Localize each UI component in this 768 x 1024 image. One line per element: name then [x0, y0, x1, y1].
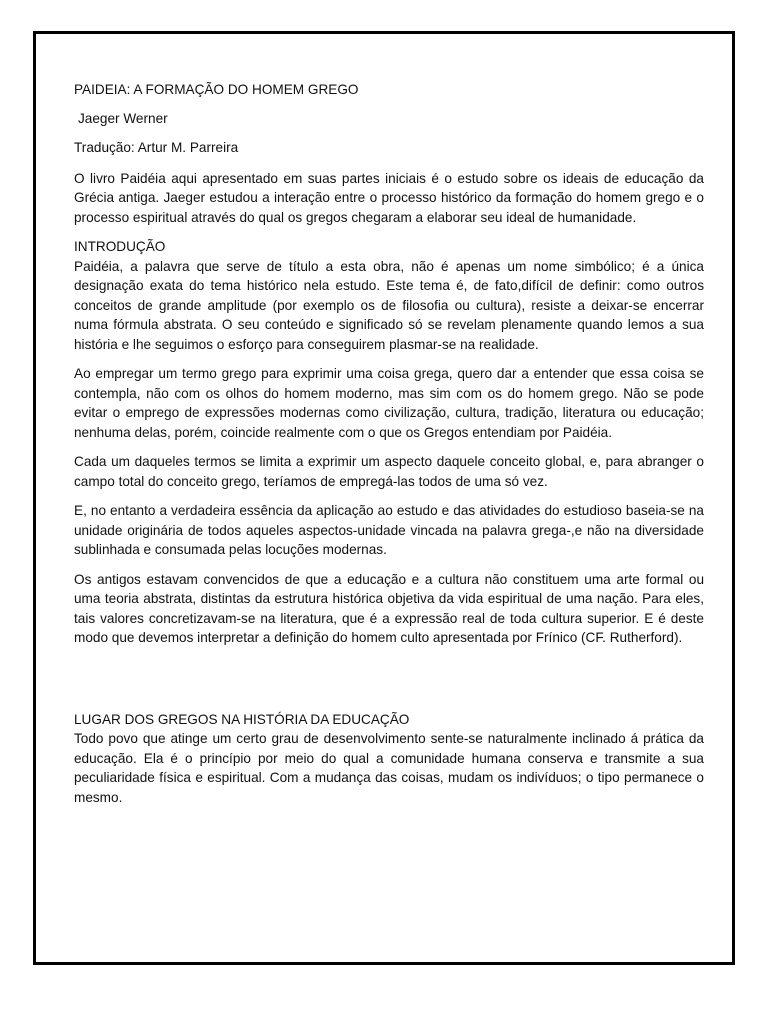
paragraph: Paidéia, a palavra que serve de título a esta obra, não é apenas um nome simbólico; é a única designação exata do tema histórico nela estudo. Este tema é, de fato,difícil de definir: como outros conceitos de grande amplitude (por exemplo os de filosofia ou cultura), resiste a deixar-se encerrar numa fórmula abstrata. O seu conteúdo e significado só se revelam plenamente quando lemos a sua história e lhe seguimos o esforço para conseguirem plasmar-se na realidade. [74, 258, 704, 352]
paragraph: Os antigos estavam convencidos de que a educação e a cultura não constituem uma arte formal ou uma teoria abstrata, distintas da estrutura histórica objetiva da vida espiritual de uma nação. Para eles, tais valores concretizavam-se na literatura, que é a expressão real de toda cultura superior. E é deste modo que devemos interpretar a definição do homem culto apresentada por Frínico (CF. Rutherford). [74, 571, 704, 645]
paragraph: E, no entanto a verdadeira essência da aplicação ao estudo e das atividades do estudioso baseia-se na unidade originária de todos aqueles aspectos-unidade vincada na palavra grega-,e não na diversidade sublinhada e consumada pelas locuções modernas. [74, 503, 704, 557]
paragraph: Todo povo que atinge um certo grau de desenvolvimento sente-se naturalmente inclinado á prática da educação. Ela é o princípio por meio do qual a comunidade humana conserva e transmite a sua peculiaridade física e espiritual. Com a mudança das coisas, mudam os indivíduos; o tipo permanece o mesmo. [74, 731, 704, 805]
section-heading: INTRODUÇÃO [74, 239, 166, 254]
section-lugar-dos-gregos [74, 710, 704, 808]
paragraph: Cada um daqueles termos se limita a exprimir um aspecto daquele conceito global, e, para abranger o campo total do conceito grego, teríamos de empregá-las todos de uma só vez. [74, 454, 704, 489]
author-line: Jaeger Werner [78, 110, 168, 126]
translation-credit: Tradução: Artur M. Parreira [74, 140, 239, 155]
document-title: PAIDEIA: A FORMAÇÃO DO HOMEM GREGO [74, 82, 359, 97]
paragraph: Ao empregar um termo grego para exprimir uma coisa grega, quero dar a entender que essa coisa se contempla, não com os olhos do homem moderno, mas sim com os do homem grego. Não se pode evitar o emprego de expressões modernas como civilização, cultura, tradição, literatura ou educação; nenhuma delas, porém, coincide realmente com o que os Gregos entendiam por Paidéia. [74, 366, 704, 440]
document-body [74, 80, 704, 817]
section-introducao [74, 237, 704, 648]
section-heading: LUGAR DOS GREGOS NA HISTÓRIA DA EDUCAÇÃO [74, 711, 410, 727]
abstract-paragraph: O livro Paidéia aqui apresentado em suas partes iniciais é o estudo sobre os ideais de educação da Grécia antiga. Jaeger estudou a interação entre o processo histórico da formação do homem grego e o processo espiritual através do qual os gregos chegaram a elaborar seu ideal de humanidade. [74, 170, 704, 225]
